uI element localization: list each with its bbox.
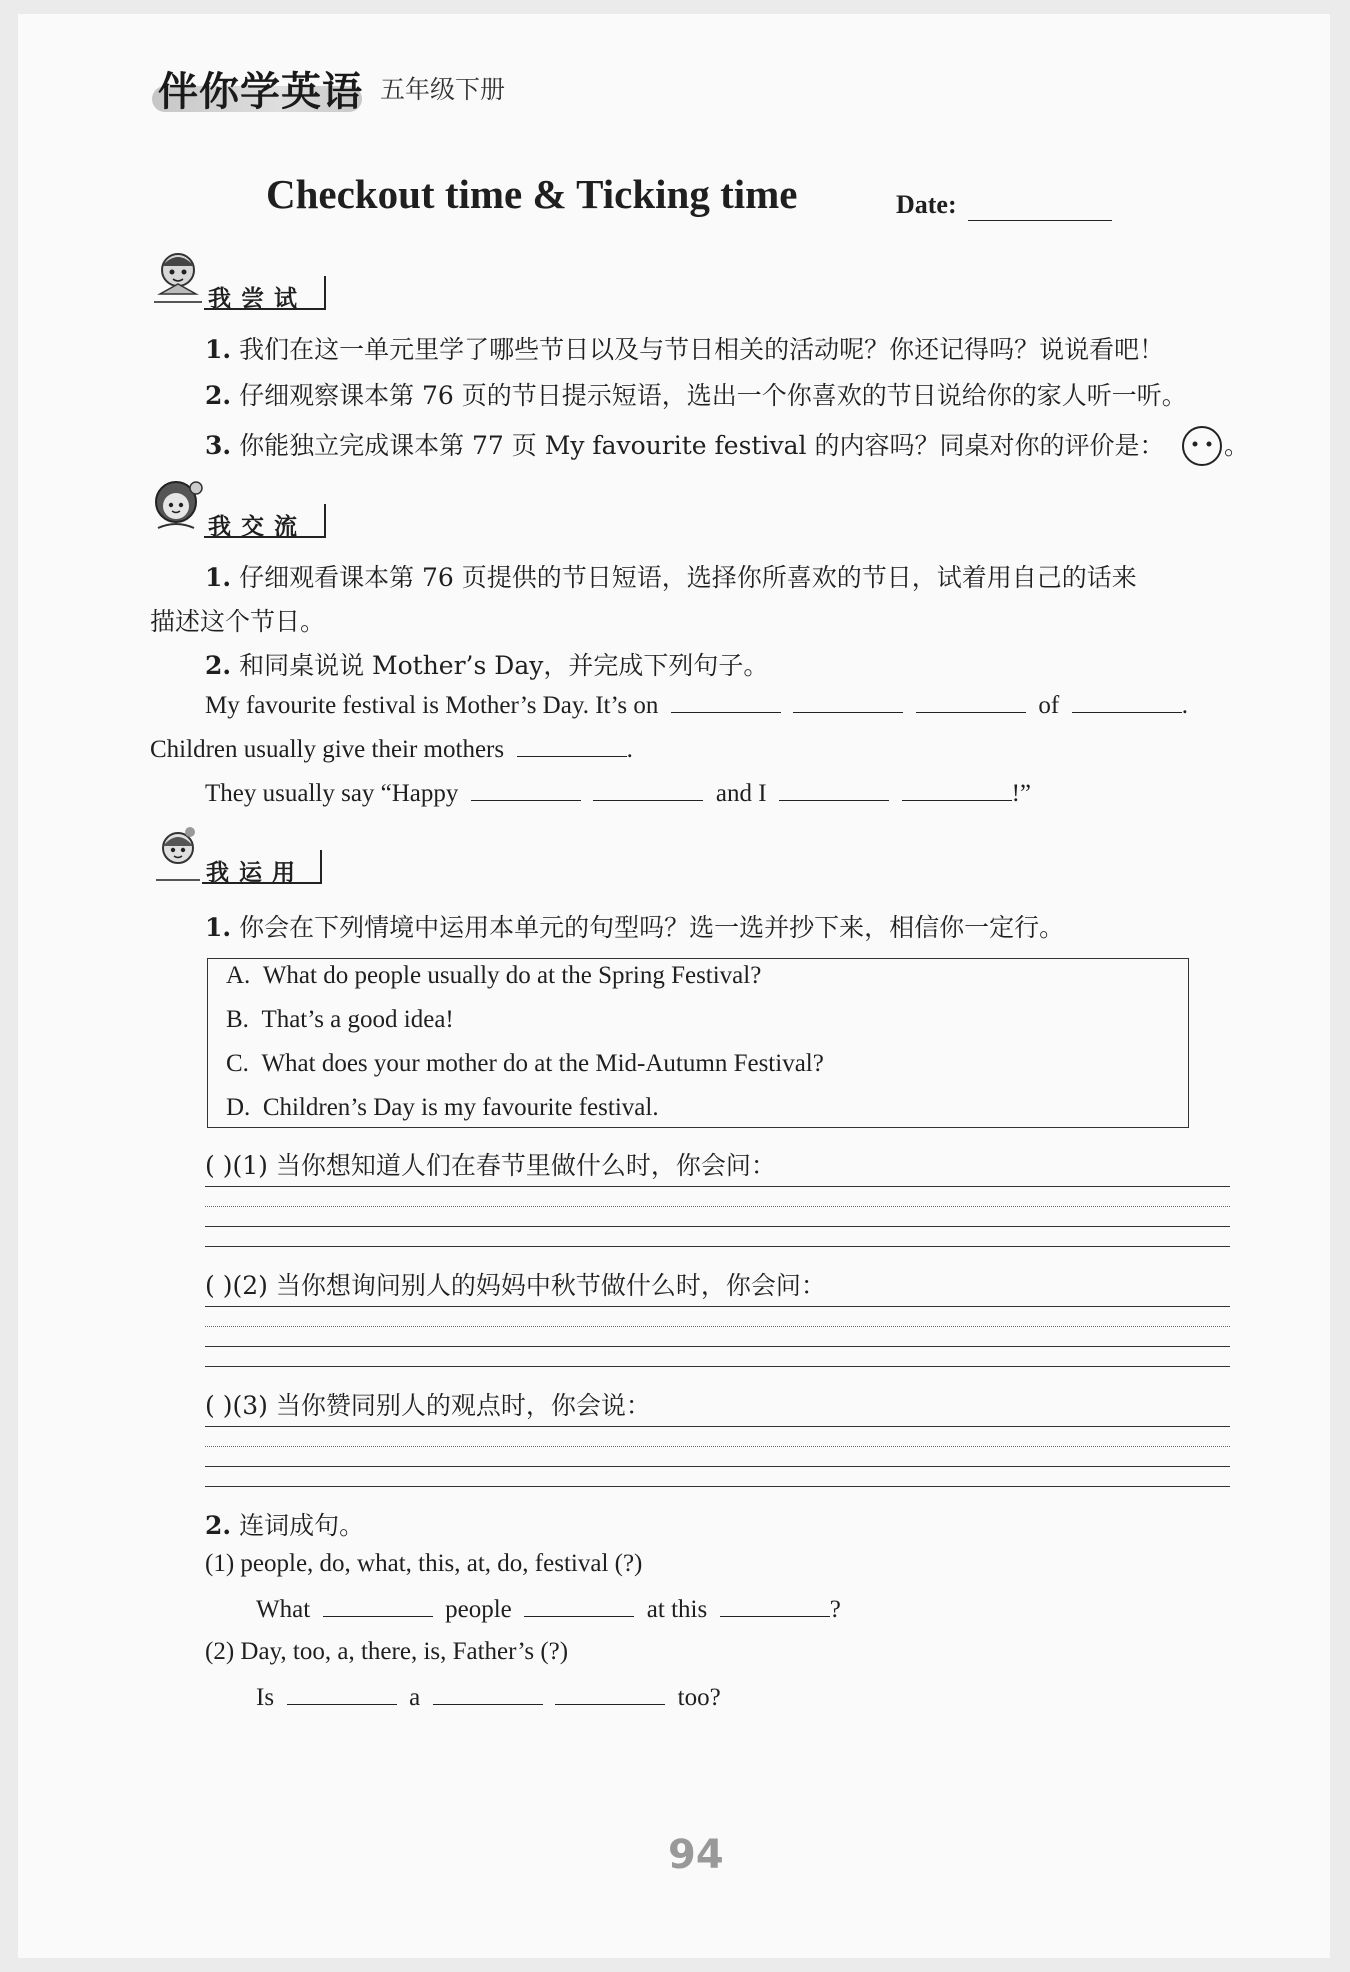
heading-underline [204,536,326,538]
writing-line[interactable] [205,1306,1230,1307]
blank[interactable] [902,778,1012,801]
brand-logo: 伴你学英语 [158,69,363,115]
use-question-1: 1. 你会在下列情境中运用本单元的句型吗？选一选并抄下来，相信你一定行。 [205,913,1065,942]
writing-line-dotted[interactable] [205,1206,1230,1207]
blank[interactable] [779,778,889,801]
blank[interactable] [287,1682,397,1705]
try-item-3: 3. 你能独立完成课本第 77 页 My favourite festival 的内容吗？同桌对你的评价是： [205,431,1165,460]
smiley-face-icon[interactable] [1180,424,1224,468]
blank[interactable] [524,1594,634,1617]
writing-line[interactable] [205,1486,1230,1487]
grade-label: 五年级下册 [380,75,506,104]
girl-mascot-icon [150,246,206,308]
heading-divider [320,850,322,884]
blank[interactable] [1072,690,1182,713]
heading-divider [324,276,326,310]
section-heading-share: 我交流 [208,514,307,540]
try-item-1: 1. 我们在这一单元里学了哪些节日以及与节日相关的活动呢？你还记得吗？说说看吧！ [205,335,1165,364]
answer-paren[interactable]: ( ) [205,1391,233,1420]
answer-paren[interactable]: ( ) [205,1271,233,1300]
page-title: Checkout time & Ticking time [266,171,798,217]
option-b: B. That’s a good idea! [226,1006,454,1033]
scramble-1-answer: What people at this ? [256,1596,841,1623]
writing-line-dotted[interactable] [205,1446,1230,1447]
blank[interactable] [593,778,703,801]
answer-paren[interactable]: ( ) [205,1151,233,1180]
writing-line[interactable] [205,1346,1230,1347]
page-number: 94 [668,1832,724,1878]
writing-line[interactable] [205,1246,1230,1247]
prompt-2: ( )(2) 当你想询问别人的妈妈中秋节做什么时，你会问： [205,1271,826,1300]
share-item-1-line1: 1. 仔细观看课本第 76 页提供的节日短语，选择你所喜欢的节日，试着用自己的话来 [205,563,1137,592]
option-c: C. What does your mother do at the Mid-Autumn Festival? [226,1050,824,1077]
blank[interactable] [433,1682,543,1705]
blank[interactable] [720,1594,830,1617]
heading-underline [202,882,322,884]
prompt-1: ( )(1) 当你想知道人们在春节里做什么时，你会问： [205,1151,776,1180]
blank[interactable] [323,1594,433,1617]
section-heading-try: 我尝试 [208,286,307,312]
scramble-1-words: (1) people, do, what, this, at, do, festival (?) [205,1550,643,1577]
scramble-2-words: (2) Day, too, a, there, is, Father’s (?) [205,1638,569,1665]
blank[interactable] [793,690,903,713]
heading-divider [324,504,326,538]
try-item-3-end: 。 [1224,431,1250,460]
share-item-2: 2. 和同桌说说 Mother’s Day，并完成下列句子。 [205,651,769,680]
fill-sentence-3: They usually say “Happy and I !” [205,780,1031,807]
scramble-2-answer: Is a too? [256,1684,721,1711]
blank[interactable] [555,1682,665,1705]
writing-line[interactable] [205,1366,1230,1367]
writing-line-dotted[interactable] [205,1326,1230,1327]
girl-mascot-icon [150,476,206,538]
writing-line[interactable] [205,1426,1230,1427]
date-blank[interactable] [968,220,1112,221]
blank[interactable] [671,690,781,713]
writing-line[interactable] [205,1226,1230,1227]
option-a: A. What do people usually do at the Spring Festival? [226,962,762,989]
writing-line[interactable] [205,1466,1230,1467]
blank[interactable] [517,734,627,757]
blank[interactable] [916,690,1026,713]
share-item-1-line2: 描述这个节日。 [150,607,326,636]
heading-underline [204,308,326,310]
try-item-2: 2. 仔细观察课本第 76 页的节日提示短语，选出一个你喜欢的节日说给你的家人听一听。 [205,381,1187,410]
girl-mascot-icon [150,824,206,886]
section-heading-use: 我运用 [206,860,305,886]
writing-line[interactable] [205,1186,1230,1187]
blank[interactable] [471,778,581,801]
fill-sentence-2: Children usually give their mothers . [150,736,633,763]
date-label: Date: [896,190,957,219]
prompt-3: ( )(3) 当你赞同别人的观点时，你会说： [205,1391,651,1420]
option-d: D. Children’s Day is my favourite festival. [226,1094,659,1121]
use-question-2: 2. 连词成句。 [205,1511,365,1540]
fill-sentence-1: My favourite festival is Mother’s Day. It’s on of . [205,692,1188,719]
